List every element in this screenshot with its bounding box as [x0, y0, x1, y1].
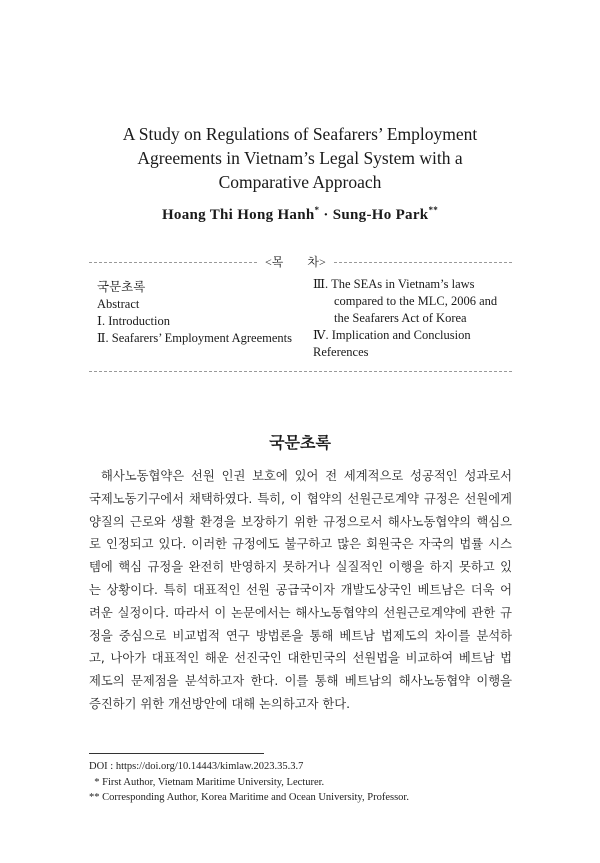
footnote: ** Corresponding Author, Korea Maritime and Ocean University, Professor.	[89, 792, 409, 803]
toc-column-right	[313, 276, 509, 361]
toc-entry-continued: the Seafarers Act of Korea	[334, 311, 467, 325]
author-mark: *	[314, 205, 320, 215]
toc-entry: Ⅳ. Implication and Conclusion	[313, 328, 471, 342]
toc-entry: Ⅱ. Seafarers’ Employment Agreements	[97, 331, 293, 345]
toc-entry: 국문초록	[97, 280, 146, 294]
abstract-line: 템에 핵심 규정을 완전히 반영하지 못하거나 실질적인 이행을 하지 못하고 있	[89, 560, 512, 575]
table-of-contents	[89, 255, 512, 372]
toc-entry: Abstract	[97, 297, 140, 311]
abstract-body	[89, 465, 512, 716]
title-line: Comparative Approach	[218, 172, 382, 192]
author-mark: **	[428, 205, 439, 215]
footnote: * First Author, Vietnam Maritime University, Lecturer.	[89, 776, 325, 788]
doi-link[interactable]: DOI : https://doi.org/10.14443/kimlaw.2023.35.3.7	[89, 761, 304, 772]
author-line	[60, 205, 540, 224]
abstract-line: 제도의 문제점을 분석하고자 한다. 이를 통해 베트남의 해사노동협약 이행을	[89, 674, 512, 689]
abstract-line: 로 인정되고 있다. 이러한 규정에도 불구하고 많은 회원국은 자국의 법률 시스	[89, 537, 512, 552]
toc-entry: References	[313, 345, 369, 359]
author-name: Sung-Ho Park	[332, 207, 429, 223]
title-line: Agreements in Vietnam’s Legal System with a	[137, 148, 463, 168]
toc-entry-continued: compared to the MLC, 2006 and	[334, 294, 498, 308]
abstract-line: 해사노동협약은 선원 인권 보호에 있어 전 세계적으로 성공적인 성과로서	[101, 469, 512, 483]
abstract-line: 려운 실정이다. 따라서 이 논문에서는 해사노동협약의 선원근로계약에 관한 규	[89, 605, 512, 620]
abstract-line: 증진하기 위한 개선방안에 대해 논의하고자 한다.	[89, 696, 351, 711]
toc-heading: <목 차>	[259, 254, 332, 271]
footnote-divider	[89, 753, 264, 754]
toc-entry: Ⅰ. Introduction	[97, 314, 170, 328]
footnotes	[89, 759, 529, 806]
author-separator: ·	[319, 207, 333, 223]
title-line: A Study on Regulations of Seafarers’ Employment	[122, 124, 478, 144]
abstract-line: 는 상황이다. 특히 대표적인 선원 공급국이자 개발도상국인 베트남은 더욱 어	[89, 582, 512, 597]
paper-title	[60, 122, 540, 194]
abstract-line: 정을 중심으로 비교법적 연구 방법론을 통해 베트남 법제도의 차이를 분석하	[89, 628, 512, 643]
author-name: Hoang Thi Hong Hanh	[161, 207, 315, 223]
abstract-line: 국제노동기구에서 채택하였다. 특히, 이 협약의 선원근로계약 규정은 선원에게	[89, 491, 512, 506]
abstract-line: 양질의 근로와 생활 환경을 보장하기 위한 규정으로서 해사노동협약의 핵심으	[89, 514, 512, 529]
toc-column-left	[97, 279, 312, 347]
abstract-line: 고, 나아가 대표적인 해운 선진국인 대한민국의 선원법을 비교하여 베트남 법	[89, 651, 512, 666]
section-title: 국문초록	[269, 433, 331, 452]
toc-entry: Ⅲ. The SEAs in Vietnam’s laws	[313, 277, 475, 291]
